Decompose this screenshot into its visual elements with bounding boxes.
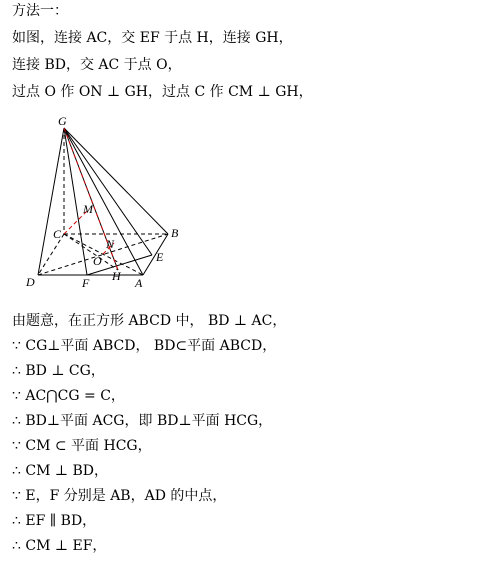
label-E: E [156,250,164,264]
label-D: D [26,275,35,289]
text-line: ∴ CM ⊥ BD， [12,463,108,479]
label-N: N [106,237,115,251]
edge-GE [64,128,152,255]
label-O: O [93,254,102,268]
solution-heading: 方法一： [12,3,68,19]
diag-CA-hidden [64,234,143,275]
text-line: ∴ EF ∥ BD， [12,513,97,529]
label-G: G [58,114,67,128]
label-C: C [53,227,62,241]
label-B: B [171,226,179,240]
text-line: ∴ CM ⊥ EF， [12,538,107,554]
label-H: H [112,269,121,283]
text-line: ∵ CG⊥平面 ABCD， BD⊂平面 ABCD， [12,338,277,354]
label-F: F [82,276,90,290]
label-M: M [83,202,93,216]
pyramid-figure [0,105,220,295]
text-line: ∵ AC⋂CG = C， [12,388,125,404]
text-line: ∵ E，F 分别是 AB，AD 的中点， [12,488,227,504]
text-line: 由题意，在正方形 ABCD 中， BD ⊥ AC， [12,313,287,329]
edge-GD [38,128,64,275]
text-line: ∴ BD ⊥ CG， [12,363,105,379]
text-line: 如图，连接 AC，交 EF 于点 H，连接 GH， [12,30,293,46]
text-line: 连接 BD，交 AC 于点 O， [12,57,182,73]
text-line: 过点 O 作 ON ⊥ GH，过点 C 作 CM ⊥ GH， [12,84,313,100]
label-A: A [135,276,143,290]
text-line: ∵ CM ⊂ 平面 HCG， [12,438,152,454]
text-line: ∴ BD⊥平面 ACG，即 BD⊥平面 HCG， [12,413,273,429]
